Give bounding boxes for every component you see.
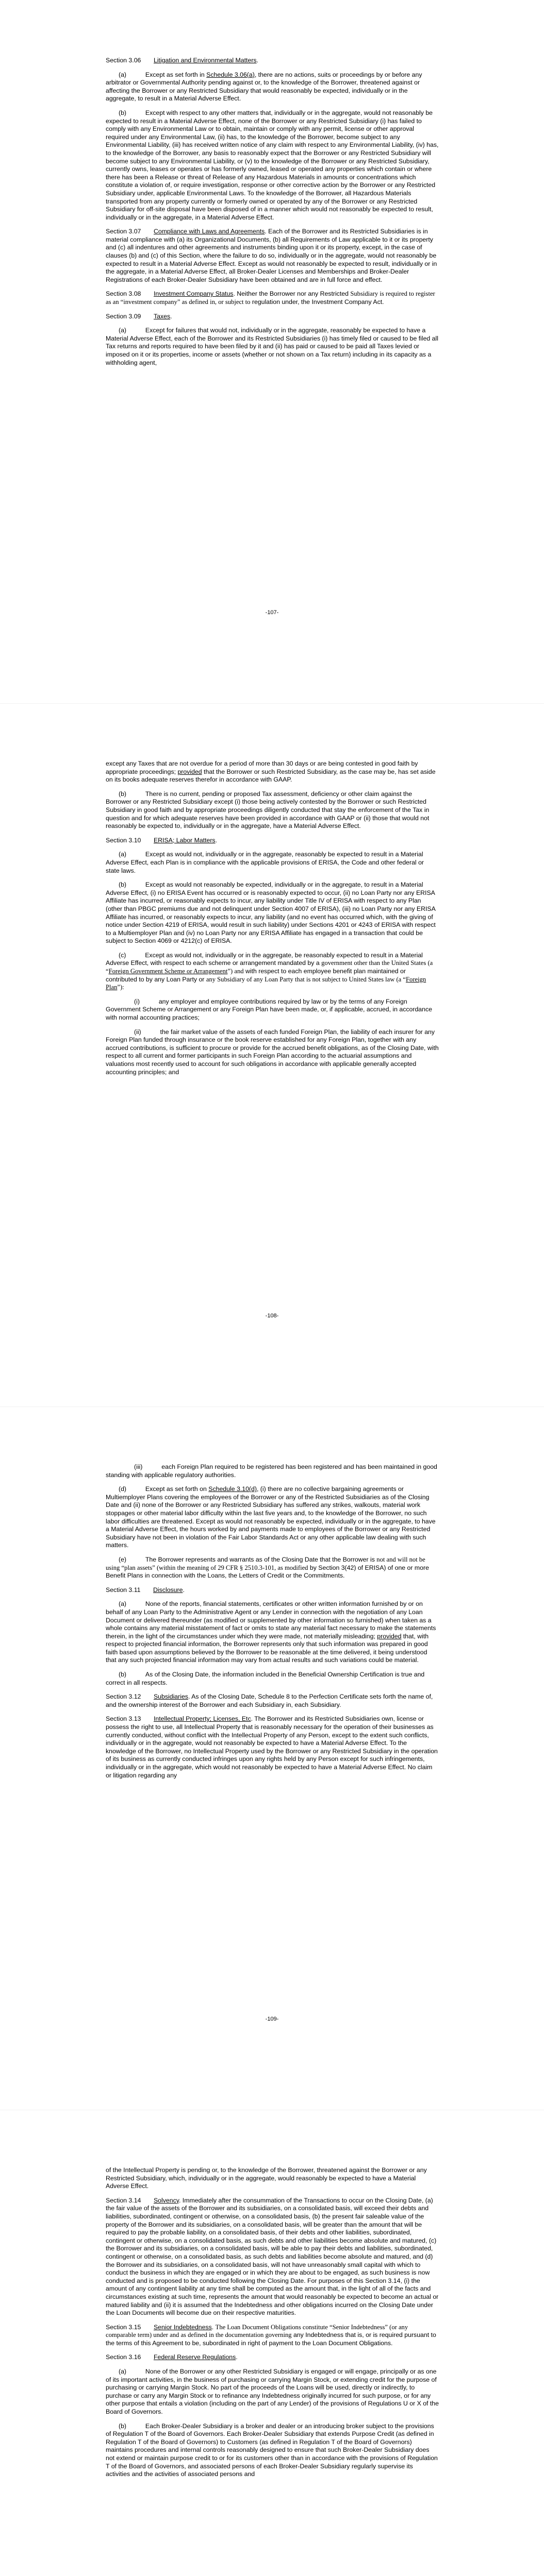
clause-label: (b): [119, 2422, 127, 2430]
clause-label: (iii): [134, 1463, 143, 1470]
paragraph: [106, 2422, 439, 2479]
paragraph: [106, 998, 439, 1022]
section-title: Subsidiaries: [153, 1693, 188, 1701]
clause-label: (a): [119, 1600, 127, 1608]
paragraph-text: None of the reports, financial statements, certificates or other written information furnished by or on behalf of any Loan Party to the Administrative Agent or any Lender in connection with the negotiation of any Loan Document or delivered thereunder (as modified or supplemented by other information so furnished) when taken as a whole contains any material misstatement of fact or omits to state any material fact necessary to make the statements therein, in the light of the circumstances under which they were made, not materially misleading;: [106, 1600, 436, 1640]
serif-text: Subsidiary is required to register as an “investment company” as defined in, or subject to: [106, 290, 435, 306]
paragraph-text: by Section 3(42) of ERISA) of one or more Benefit Plans in connection with the Loans, the Letters of Credit or the Commitments.: [106, 1564, 429, 1580]
paragraph-text: with respect to each employee benefit plan maintained or contributed to by any Loan Party or: [106, 968, 406, 983]
section-title: Disclosure: [153, 1586, 183, 1594]
paragraph-text: . Immediately after the consummation of the Transactions to occur on the Closing Date, (a) the fair value of the assets of the Borrower and its subsidiaries, on a consolidated basis, will exceed their debts and liabilities, subordinated, contingent or otherwise, on a consolidated basis, (b) the present fair saleable value of the property of the Borrower and its subsidiaries, on a consolidated basis, will be greater than the amount that will be required to pay the probable liability, on a consolidated basis, of their debts and other liabilities, subordinated, contingent or otherwise, on a consolidated basis, as such debts and other liabilities become absolute and matured, (c) the Borrower and its subsidiaries, on a consolidated basis, will be able to pay their debts and liabilities, subordinated, contingent or otherwise, on a consolidated basis, as such debts and liabilities become absolute and matured, and (d) the Borrower and its subsidiaries, on a consolidated basis, will not have unreasonably small capital with which to conduct the business in which they are engaged or in which they are about to be engaged, as such business is now conducted and is proposed to be conducted following the Closing Date. For purposes of this Section 3.14, (i) the amount of any contingent liability at any time shall be computed as the amount that, in the light of all of the facts and circumstances existing at such time, represents the amount that would reasonably be expected to become an actual or matured liability and (ii) it is assumed that the Indebtedness and other obligations incurred on the Closing Date under the Loan Documents will become due on their respective maturities.: [106, 2196, 439, 2317]
defined-term: Foreign Government Scheme or Arrangement: [108, 968, 228, 975]
paragraph: [106, 1028, 439, 1077]
page-content: [106, 57, 439, 373]
section-paragraph: [106, 290, 439, 306]
clause-label: (e): [119, 1555, 127, 1563]
section-paragraph: [106, 57, 439, 65]
paragraph-text: Except as would not reasonably be expected, individually or in the aggregate, to result in a Material Adverse Effect, (i) no ERISA Event has occurred or is reasonably expected to occur, (ii) no Loan Party nor any ERISA Affiliate has incurred, or reasonably expects to incur, any liability under Title IV of ERISA with respect to any Plan (other than PBGC premiums due and not delinquent under Section 4007 of ERISA), (iii) no Loan Party nor any ERISA Affiliate has incurred, or reasonably expects to incur, any liability (and no event has occurred which, with the giving of notice under Section 4219 of ERISA, would result in such liability) under Sections 4201 or 4243 of ERISA with respect to a Multiemployer Plan and (iv) no Loan Party nor any ERISA Affiliate has engaged in a transaction that could be subject to Section 4069 or 4212(c) of ERISA.: [106, 881, 436, 945]
section-paragraph: [106, 228, 439, 284]
section-paragraph: [106, 837, 439, 845]
section-number: Section 3.10: [106, 836, 141, 844]
clause-label: (b): [119, 109, 127, 116]
paragraph: [106, 71, 439, 103]
paragraph-text: .: [236, 2353, 238, 2361]
paragraph-text: Except as set forth on: [145, 1485, 209, 1493]
paragraph: [106, 2166, 439, 2191]
section-number: Section 3.15: [106, 2323, 141, 2331]
clause-label: (a): [119, 851, 127, 858]
paragraph-text: None of the Borrower or any other Restricted Subsidiary is engaged or will engage, principally or as one of its important activities, in the business of purchasing or carrying Margin Stock, or extending credit for the purpose of purchasing or carrying Margin Stock. No part of the proceeds of the Loans will be used, directly or indirectly, to purchase or carry any Margin Stock or to refinance any Indebtedness originally incurred for such purpose, or for any other purpose that entails a violation (including on the part of any Lender) of the provisions of Regulations U or X of the Board of Governors.: [106, 2368, 439, 2416]
paragraph-text: the fair market value of the assets of each funded Foreign Plan, the liability of each insurer for any Foreign Plan funded through insurance or the book reserve established for any Foreign Plan, together with any accrued contributions, is sufficient to procure or provide for the accrued benefit obligations, as of the Closing Date, with respect to all current and former participants in such Foreign Plan according to the actuarial assumptions and valuations most recently used to account for such obligations in accordance with applicable generally accepted accounting principles; and: [106, 1028, 439, 1076]
page-number: -109-: [265, 2016, 279, 2022]
section-title: Solvency: [153, 2196, 179, 2204]
section-paragraph: [106, 2324, 439, 2348]
underlined-term: Schedule 3.10(d): [208, 1485, 257, 1493]
paragraph-text: Except as would not, individually or in the aggregate, be reasonably expected to result in a Material Adverse Effect, with respect to each scheme or arrangement mandated by a: [106, 951, 423, 967]
section-number: Section 3.12: [106, 1693, 141, 1701]
section-title: Litigation and Environmental Matters: [153, 57, 257, 64]
paragraph-text: There is no current, pending or proposed Tax assessment, deficiency or other claim against the Borrower or any Restricted Subsidiary except (i) those being actively contested by the Borrower or such Restricted Subsidiary in good faith and by appropriate proceedings diligently conducted that stay the enforcement of the Tax in question and for which adequate reserves have been provided in accordance with GAAP or (ii) those that would not reasonably be expected to, individually or in the aggregate, have a Material Adverse Effect.: [106, 790, 430, 830]
paragraph-text: any employer and employee contributions required by law or by the terms of any Foreign Government Scheme or Arrangement or any Foreign Plan have been made, or, if applicable, accrued, in accordance with normal accounting practices;: [106, 997, 432, 1022]
page-number: -107-: [265, 609, 279, 616]
clause-label: (b): [119, 790, 127, 798]
paragraph: [106, 1671, 439, 1687]
paragraph-text: that the Borrower or such Restricted Subsidiary, as the case may be, has set aside on its books adequate reserves therefor in accordance with GAAP.: [106, 768, 436, 784]
section-title: ERISA; Labor Matters: [153, 836, 216, 844]
serif-text: government other than the United States (a “: [106, 959, 433, 975]
clause-label: (i): [134, 997, 140, 1005]
paragraph: [106, 1556, 439, 1580]
section-number: Section 3.07: [106, 228, 141, 235]
section-title: Intellectual Property; Licenses, Etc: [153, 1715, 251, 1723]
clause-label: (a): [119, 71, 127, 78]
section-title: Senior Indebtedness: [153, 2323, 212, 2331]
paragraph-text: Except as would not, individually or in the aggregate, reasonably be expected to result in a Material Adverse Effect, each Plan is in compliance with the applicable provisions of ERISA, the Code and other federal or state laws.: [106, 851, 424, 874]
clause-label: (a): [119, 2368, 127, 2376]
section-title: Investment Company Status: [153, 290, 234, 298]
section-number: Section 3.09: [106, 312, 141, 320]
paragraph-text: . As of the Closing Date, Schedule 8 to the Perfection Certificate sets forth the name of, and the ownership interest of the Borrower and each Subsidiary in, each Subsidiary.: [106, 1693, 433, 1708]
underlined-term: Schedule 3.06(a): [206, 71, 255, 78]
paragraph-text: . Neither the Borrower nor any Restricted: [233, 290, 351, 298]
page-content: [106, 1463, 439, 1786]
paragraph: [106, 760, 439, 784]
paragraph: [106, 881, 439, 945]
paragraph: [106, 1600, 439, 1665]
paragraph-text: .: [183, 1586, 185, 1594]
underlined-term: provided: [177, 768, 202, 775]
clause-label: (a): [119, 327, 127, 334]
paragraph-text: . The Borrower and its Restricted Subsidiaries own, license or possess the right to use, all Intellectual Property that is reasonably necessary for the operation of their businesses as currently conducted, without conflict with the Intellectual Property of any Person, except to the extent such conflicts, individually or in the aggregate, would not reasonably be expected to have a Material Adverse Effect. To the knowledge of the Borrower, no Intellectual Property used by the Borrower or any Restricted Subsidiary in the operation of its business as currently conducted infringes upon any rights held by any Person except for such infringements, individually or in the aggregate, which would not reasonably be expected to have a Material Adverse Effect. No claim or litigation regarding any: [106, 1715, 438, 1779]
paragraph-text: , there are no actions, suits or proceedings by or before any arbitrator or Governmental Authority pending against or, to the knowledge of the Borrower, threatened against or affecting the Borrower or any Restricted Subsidiary that would reasonably be expected, individually or in the aggregate, to result in a Material Adverse Effect.: [106, 71, 422, 103]
section-number: Section 3.06: [106, 57, 141, 64]
serif-text: The Loan Document Obligations constitute “Senior Indebtedness” (or any comparable term) under and as defined in the documentation governing: [106, 2323, 408, 2339]
section-paragraph: [106, 1693, 439, 1709]
clause-label: (d): [119, 1485, 127, 1493]
paragraph-text: , (i) there are no collective bargaining agreements or Multiemployer Plans covering the employees of the Borrower or any of the Restricted Subsidiaries as of the Closing Date and (ii) none of the Borrower or any Restricted Subsidiary has suffered any strikes, walkouts, material work stoppages or other material labor difficulty within the last five years and, to the knowledge of the Borrower, no such labor difficulties are threatened. Except as would not reasonably be expected, individually or in the aggregate, to have a Material Adverse Effect, the hours worked by and payments made to employees of the Borrower or any Restricted Subsidiary have not been in violation of the Fair Labor Standards Act or any other applicable law dealing with such matters.: [106, 1485, 436, 1549]
paragraph-text: .: [170, 312, 172, 320]
paragraph: [106, 952, 439, 992]
paragraph-text: except any Taxes that are not overdue for a period of more than 30 days or are being contested in good faith by appropriate proceedings;: [106, 760, 418, 775]
section-number: Section 3.08: [106, 290, 141, 298]
section-title: Taxes: [153, 312, 171, 320]
paragraph: [106, 109, 439, 222]
clause-label: (b): [119, 881, 127, 889]
serif-text: ”):: [117, 984, 124, 991]
paragraph-text: .: [215, 836, 217, 844]
paragraph-text: any Indebtedness that is, or is required pursuant to the terms of this Agreement to be, subordinated in right of payment to the Loan Document Obligations.: [106, 2331, 436, 2347]
paragraph-text: The Borrower represents and warrants as of the Closing Date that the Borrower is: [145, 1555, 377, 1563]
paragraph-text: .: [256, 57, 258, 64]
paragraph: [106, 790, 439, 831]
paragraph-text: that, with respect to projected financial information, the Borrower represents only that such information was prepared in good faith based upon assumptions believed by the Borrower to be reasonable at the time delivered, it being understood that any such projected financial information may vary from actual results and such variations could be material.: [106, 1632, 429, 1664]
paragraph: [106, 1463, 439, 1479]
section-paragraph: [106, 1715, 439, 1780]
section-number: Section 3.16: [106, 2353, 141, 2361]
paragraph-text: .: [211, 2323, 216, 2331]
paragraph: [106, 851, 439, 875]
paragraph: [106, 2368, 439, 2416]
paragraph-text: . Each of the Borrower and its Restricted Subsidiaries is in material compliance with (a) its Organizational Documents, (b) all Requirements of Law applicable to it or its property and (c) all indentures and other agreements and instruments binding upon it or its property, except, in the case of clauses (b) and (c) of this Section, where the failure to do so, individually or in the aggregate, would not reasonably be expected to result in a Material Adverse Effect. Except as would not reasonably be expected to result, individually or in the aggregate, in a Material Adverse Effect, all Broker-Dealer Licenses and Memberships and Broker-Dealer Registrations of each Broker-Dealer Subsidiary have been obtained and are in full force and effect.: [106, 228, 437, 283]
paragraph-text: Except for failures that would not, individually or in the aggregate, reasonably be expected to have a Material Adverse Effect, each of the Borrower and its Restricted Subsidiaries (i) has timely filed or caused to be filed all Tax returns and reports required to have been filed by it and (ii) has paid or caused to be paid all Taxes levied or imposed on it or its properties, income or assets (whether or not shown on a Tax return) including in its capacity as a withholding agent,: [106, 327, 438, 366]
paragraph-text: Except with respect to any other matters that, individually or in the aggregate, would not reasonably be expected to result in a Material Adverse Effect, none of the Borrower or any Restricted Subsidiary (i) has failed to comply with any Environmental Law or to obtain, maintain or comply with any permit, license or other approval required under any Environmental Law, (ii) has, to the knowledge of the Borrower, become subject to any Environmental Liability, (iii) has received written notice of any claim with respect to any Environmental Liability, (iv) has, to the knowledge of the Borrower, any basis to reasonably expect that the Borrower or any Restricted Subsidiary will become subject to any Environmental Liability, or (v) to the knowledge of the Borrower or any Restricted Subsidiary, currently owns, leases or operates or has formerly owned, leased or operated any properties which contain or where there has been a Release or threat of Release of any Hazardous Materials in amounts or concentrations which constitute a violation of, or require investigation, response or other corrective action by the Borrower or any Restricted Subsidiary under, applicable Environmental Laws. To the knowledge of the Borrower, all Hazardous Materials transported from any property currently or formerly owned or operated by any of the Borrower or any Restricted Subsidiary for off-site disposal have been disposed of in a manner which would not reasonably be expected to result, individually or in the aggregate, in a Material Adverse Effect.: [106, 109, 439, 221]
serif-text: not and will not be using “plan assets” (within the meaning of 29 CFR § 2510.3-101, as modified: [106, 1555, 425, 1571]
serif-text: any Subsidiary of any Loan Party that is not subject to United States law (a “: [206, 975, 406, 983]
paragraph-text: each Foreign Plan required to be registered has been registered and has been maintained in good standing with applicable regulatory authorities.: [106, 1463, 437, 1479]
section-title: Compliance with Laws and Agreements: [153, 228, 265, 235]
serif-text: ”) and: [227, 968, 244, 975]
clause-label: (ii): [134, 1028, 141, 1036]
underlined-term: provided: [377, 1632, 402, 1640]
clause-label: (c): [119, 951, 126, 959]
paragraph-text: Except as set forth in: [145, 71, 207, 78]
paragraph-text: As of the Closing Date, the information included in the Beneficial Ownership Certification is true and correct in all respects.: [106, 1671, 425, 1686]
section-paragraph: [106, 1586, 439, 1595]
section-number: Section 3.14: [106, 2196, 141, 2204]
paragraph: [106, 327, 439, 367]
section-title: Federal Reserve Regulations: [153, 2353, 236, 2361]
section-number: Section 3.11: [106, 1586, 141, 1594]
section-number: Section 3.13: [106, 1715, 141, 1723]
page-content: [106, 760, 439, 1082]
paragraph: [106, 1485, 439, 1550]
page-number: -108-: [265, 1313, 279, 1319]
clause-label: (b): [119, 1671, 127, 1679]
section-paragraph: [106, 2197, 439, 2317]
section-paragraph: [106, 313, 439, 321]
paragraph-text: regulation under, the Investment Company Act.: [250, 298, 384, 306]
paragraph-text: Each Broker-Dealer Subsidiary is a broker and dealer or an introducing broker subject to the provisions of Regulation T of the Board of Governors. Each Broker-Dealer Subsidiary that extends Purpose Credit (as defined in Regulation T of the Board of Governors) to Customers (as defined in Regulation T of the Board of Governors) maintains procedures and internal controls reasonably designed to ensure that such Broker-Dealer Subsidiary does not extend or maintain purpose credit to or for its customers other than in accordance with the provisions of Regulation T of the Board of Governors, and associated persons of each Broker-Dealer Subsidiary regularly supervise its activities and the activities of associated persons and: [106, 2422, 438, 2478]
defined-term: Foreign Plan: [106, 975, 426, 991]
page-content: [106, 2166, 439, 2485]
paragraph-text: of the Intellectual Property is pending or, to the knowledge of the Borrower, threatened against the Borrower or any Restricted Subsidiary, which, individually or in the aggregate, would reasonably be expected to have a Material Adverse Effect.: [106, 2166, 427, 2190]
section-paragraph: [106, 2353, 439, 2362]
